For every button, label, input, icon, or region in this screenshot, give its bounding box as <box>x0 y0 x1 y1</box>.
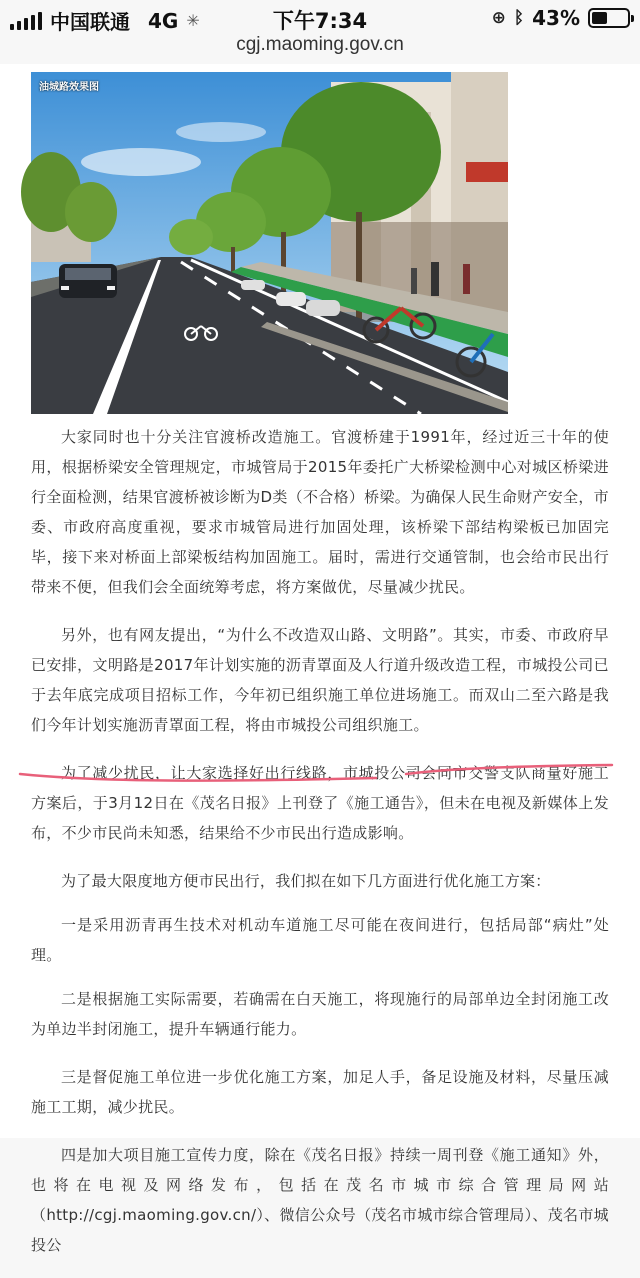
battery-icon <box>588 8 630 28</box>
article-paragraph: 大家同时也十分关注官渡桥改造施工。官渡桥建于1991年，经过近三十年的使用，根据桥梁安全管理规定，市城管局于2015年委托广大桥梁检测中心对城区桥梁进行全面检测，结果官渡桥被诊断为D类（不合格）桥梁。为确保人民生命财产安全，市委、市政府高度重视，要求市城管局进行加固处理，该桥梁下部结构梁板已加固完毕，接下来对桥面上部梁板结构加固施工。届时，需进行交通管制，也会给市民出行带来不便，但我们会全面统筹考虑，将方案做优，尽量减少扰民。 <box>31 428 609 596</box>
article-body <box>31 422 609 1278</box>
status-right <box>492 6 630 30</box>
loading-spinner-icon: ✳ <box>186 11 200 30</box>
status-bar <box>0 0 640 34</box>
battery-fill <box>592 12 607 24</box>
article-paragraph: 二是根据施工实际需要，若确需在白天施工，将现施行的局部单边全封闭施工改为单边半封闭施工，提升车辆通行能力。 <box>31 990 609 1038</box>
carrier-name: 中国联通 <box>50 10 130 34</box>
rotation-lock-icon: ⊕ <box>491 8 506 28</box>
url-text[interactable]: cgj.maoming.gov.cn <box>236 34 404 55</box>
article-paragraph: 四是加大项目施工宣传力度，除在《茂名日报》持续一周刊登《施工通知》外，也将在电视及网络发布，包括在茂名市城市综合管理局网站（http://cgj.maoming.gov.cn/）、微信公众号（茂名市城市综合管理局）、茂名市城投公 <box>31 1146 609 1254</box>
network-type: 4G <box>148 8 179 33</box>
status-time: 下午7:34 <box>272 9 368 33</box>
article-paragraph: 为了最大限度地方便市民出行，我们拟在如下几方面进行优化施工方案： <box>61 872 551 890</box>
web-content <box>0 64 640 1254</box>
battery-percent: 43% <box>532 6 580 30</box>
road-rendering-image <box>31 72 508 414</box>
address-bar[interactable] <box>0 34 640 64</box>
article-paragraph: 为了减少扰民，让大家选择好出行线路，市城投公司会同市交警支队商量好施工方案后，于3月12日在《茂名日报》上刊登了《施工通告》，但未在电视及新媒体上发布，不少市民尚未知悉，结果给不少市民出行造成影响。 <box>31 764 609 842</box>
highlight-underline-mark <box>18 770 378 784</box>
street-illustration <box>31 72 508 414</box>
article-paragraph: 三是督促施工单位进一步优化施工方案，加足人手，备足设施及材料，尽量压减施工工期，减少扰民。 <box>31 1068 609 1116</box>
image-caption: 油城路效果图 <box>39 82 99 93</box>
article-paragraph: 另外，也有网友提出，“为什么不改造双山路、文明路”。其实，市委、市政府早已安排，文明路是2017年计划实施的沥青罩面及人行道升级改造工程，市城投公司已于去年底完成项目招标工作，今年初已组织施工单位进场施工。而双山二至六路是我们今年计划实施沥青罩面工程，将由市城投公司组织施工。 <box>31 626 609 734</box>
highlight-underline-mark <box>404 762 614 778</box>
bluetooth-icon: ᛒ <box>513 8 525 28</box>
article-paragraph: 一是采用沥青再生技术对机动车道施工尽可能在夜间进行，包括局部“病灶”处理。 <box>31 916 609 964</box>
